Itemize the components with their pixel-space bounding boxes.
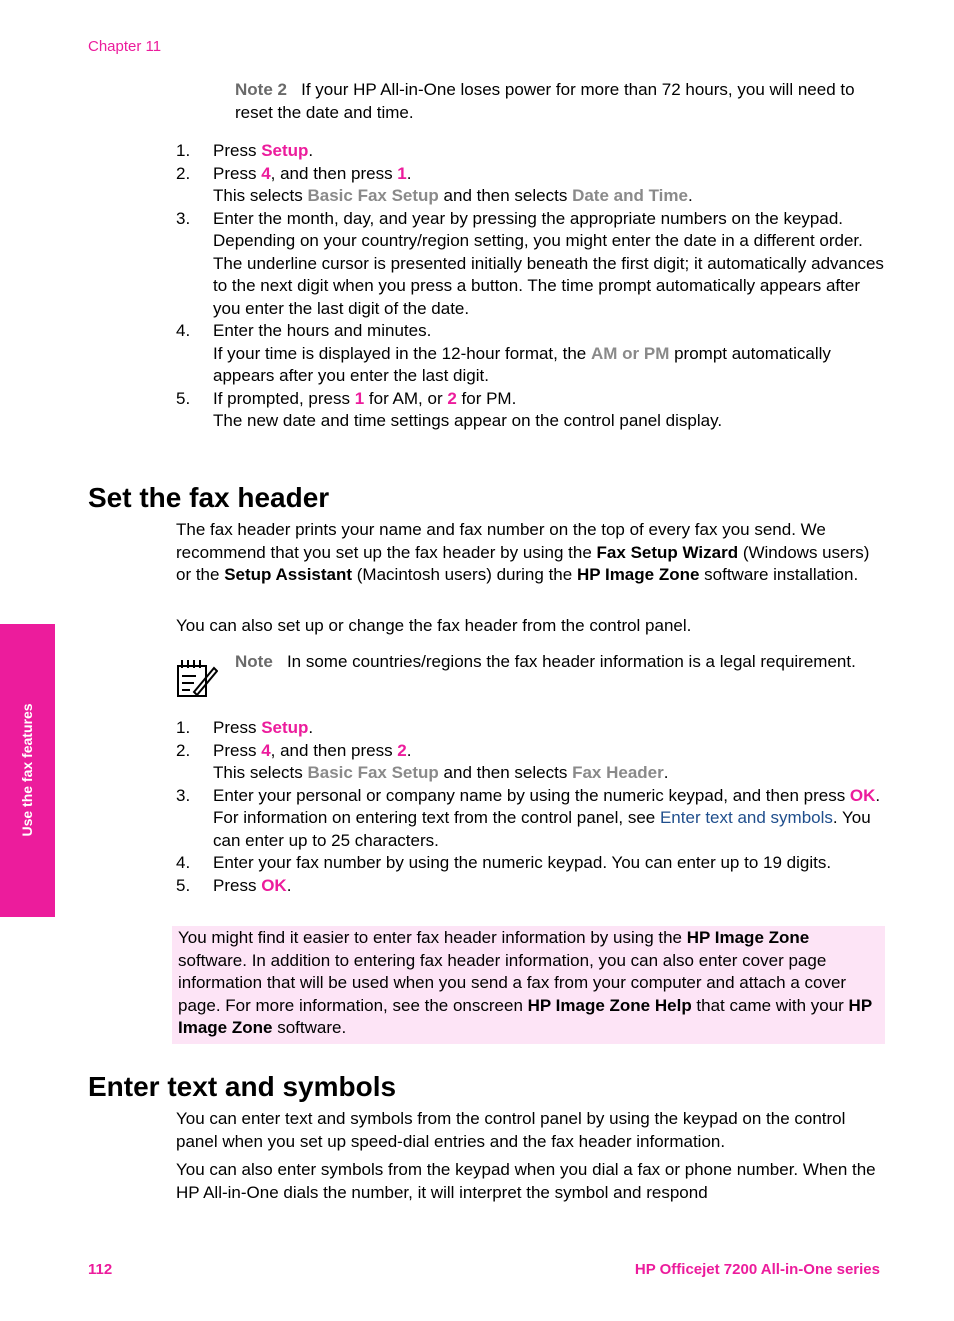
- list-item: 1. Press Setup.: [176, 141, 314, 160]
- note-2: [235, 79, 875, 124]
- section-title-fax-header: Set the fax header: [88, 482, 330, 513]
- menu-basic-fax-setup: Basic Fax Setup: [307, 186, 439, 205]
- list-item: 4. Enter the hours and minutes. If your time is displayed in the 12-hour format, the AM or PM prompt automatically appears after you enter the last digit.: [176, 321, 831, 385]
- list-item: 2. Press 4, and then press 1. This selects Basic Fax Setup and then selects Date and Time.: [176, 163, 693, 205]
- note-pad-icon: [174, 656, 218, 700]
- enter-text-intro: You can enter text and symbols from the control panel by using the keypad on the control panel when you set up speed-dial entries and the fax header information.: [176, 1109, 846, 1151]
- key-4: 4: [261, 163, 271, 183]
- list-item: 3. Enter your personal or company name by using the numeric keypad, and then press OK. For information on entering text from the control panel, see Enter text and symbols. You can enter up to 25 characters.: [176, 785, 881, 850]
- setup-key: Setup: [261, 141, 309, 160]
- menu-fax-header: Fax Header: [572, 763, 664, 782]
- fax-header-control-panel: You can also set up or change the fax header from the control panel.: [176, 616, 692, 635]
- note-label: Note 2: [235, 80, 287, 99]
- list-item: 5. If prompted, press 1 for AM, or 2 for PM. The new date and time settings appear on the control panel display.: [176, 388, 723, 430]
- tip-box: You might find it easier to enter fax header information by using the HP Image Zone software. In addition to entering fax header information, you can also enter cover page information that will be used when you send a fax from your computer and attach a cover page. For more information, see the onscreen HP Image Zone Help that came with your HP Image Zone software.: [172, 926, 885, 1044]
- key-1: 1: [397, 163, 407, 183]
- key-1: 1: [354, 388, 365, 408]
- enter-text-symbols: You can also enter symbols from the keypad when you dial a fax or phone number. When the HP All-in-One dials the number, it will interpret the symbol and respond: [176, 1160, 876, 1202]
- key-4: 4: [261, 740, 271, 760]
- footer-title: HP Officejet 7200 All-in-One series: [634, 1261, 880, 1278]
- list-item: 5. Press OK.: [176, 875, 292, 895]
- date-time-steps: [176, 140, 886, 433]
- note-text: In some countries/regions the fax header information is a legal requirement.: [286, 652, 856, 671]
- list-item: 3. Enter the month, day, and year by pressing the appropriate numbers on the keypad. Depending on your country/region setting, you might enter the date in a different order. The underline cursor is presented initially beneath the first digit; it automatically advances to the next digit when you press a button. The time prompt automatically appears after you enter the last digit of the date.: [176, 208, 884, 318]
- enter-text-symbols-link[interactable]: Enter text and symbols: [659, 808, 833, 827]
- menu-date-and-time: Date and Time: [572, 186, 688, 205]
- key-2: 2: [447, 388, 457, 408]
- note-text: If your HP All-in-One loses power for more than 72 hours, you will need to reset the date and time.: [235, 80, 855, 122]
- list-item: 4. Enter your fax number by using the numeric keypad. You can enter up to 19 digits.: [176, 853, 832, 872]
- am-pm-prompt: AM or PM: [590, 343, 670, 363]
- section-title-enter-text: Enter text and symbols: [88, 1071, 397, 1102]
- ok-key: OK: [849, 785, 876, 805]
- list-item: 2. Press 4, and then press 2. This selects Basic Fax Setup and then selects Fax Header.: [176, 740, 669, 782]
- fax-header-intro: The fax header prints your name and fax number on the top of every fax you send. We recommend that you set up the fax header by using the Fax Setup Wizard (Windows users) or the Setup Assistant (Macintosh users) during the HP Image Zone software installation.: [176, 520, 870, 584]
- page-number: 112: [88, 1261, 113, 1278]
- key-2: 2: [397, 740, 407, 760]
- fax-header-steps: [176, 717, 886, 897]
- setup-key: Setup: [261, 718, 309, 737]
- chapter-header: Chapter 11: [88, 38, 162, 55]
- list-item: 1. Press Setup.: [176, 718, 314, 737]
- ok-key: OK: [261, 875, 287, 895]
- side-tab-label: Use the fax features: [19, 703, 35, 837]
- note-legal: [235, 651, 875, 674]
- side-tab: [0, 624, 55, 917]
- menu-basic-fax-setup: Basic Fax Setup: [307, 763, 439, 782]
- note-label: Note: [235, 652, 273, 671]
